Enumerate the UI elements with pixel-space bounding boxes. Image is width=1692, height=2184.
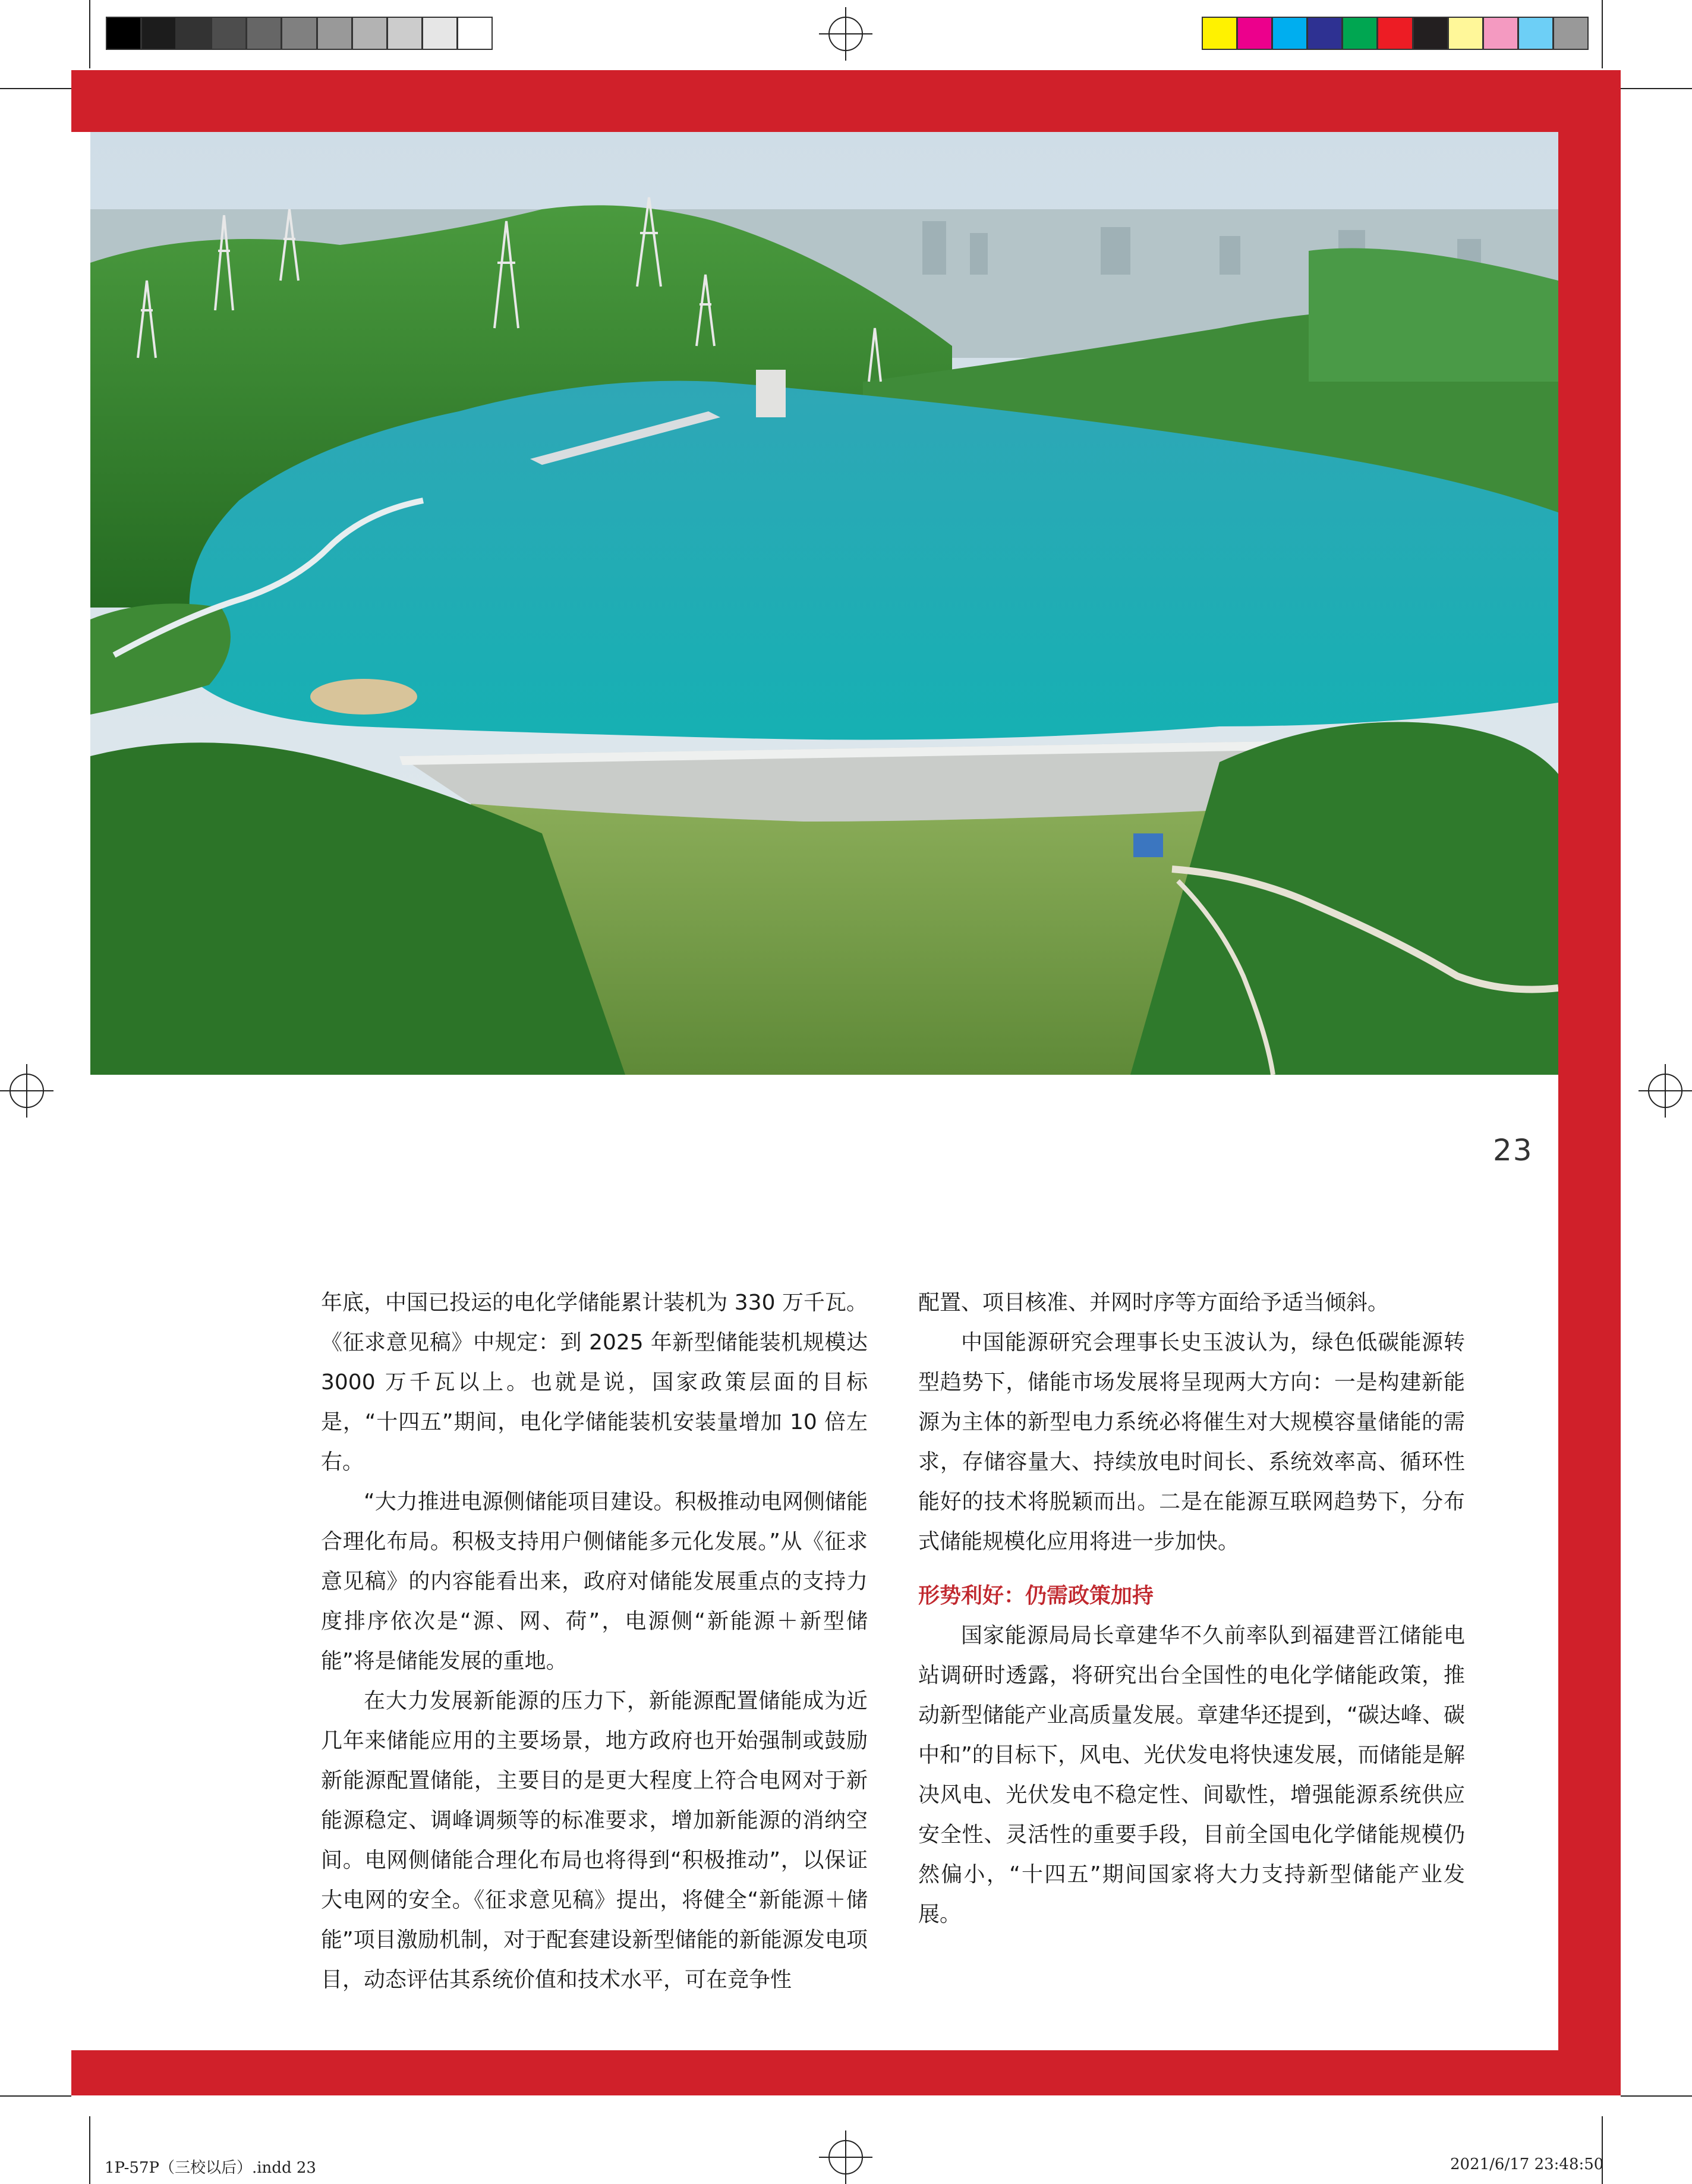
red-frame-right xyxy=(1558,70,1621,2095)
swatch xyxy=(352,17,387,50)
swatch xyxy=(246,17,282,50)
registration-mark-top xyxy=(819,7,872,61)
swatch xyxy=(1202,17,1237,50)
registration-mark-bottom xyxy=(819,2130,872,2184)
swatch xyxy=(1272,17,1307,50)
swatch xyxy=(106,17,141,50)
swatch xyxy=(1237,17,1272,50)
reservoir-photo xyxy=(90,132,1558,1075)
swatch xyxy=(1483,17,1518,50)
swatch xyxy=(1307,17,1343,50)
article-column-left xyxy=(321,1283,868,2000)
article-column-right xyxy=(918,1283,1465,1934)
paragraph: 中国能源研究会理事长史玉波认为，绿色低碳能源转型趋势下，储能市场发展将呈现两大方向：一是构建新能源为主体的新型电力系统必将催生对大规模容量储能的需求，存储容量大、持续放电时间长、系统效率高、循环性能好的技术将脱颖而出。二是在能源互联网趋势下，分布式储能规模化应用将进一步加快。 xyxy=(918,1330,1465,1554)
paragraph: “大力推进电源侧储能项目建设。积极推动电网侧储能合理化布局。积极支持用户侧储能多元化发展。”从《征求意见稿》的内容能看出来，政府对储能发展重点的支持力度排序依次是“源、网、荷”，电源侧“新能源＋新型储能”将是储能发展的重地。 xyxy=(321,1490,868,1673)
swatch xyxy=(1377,17,1413,50)
swatch xyxy=(422,17,458,50)
registration-mark-left xyxy=(0,1064,53,1118)
red-frame-bottom xyxy=(71,2050,1621,2095)
swatch xyxy=(211,17,247,50)
swatch xyxy=(1448,17,1483,50)
slug-timestamp: 2021/6/17 23:48:50 xyxy=(1450,2155,1604,2173)
swatch xyxy=(176,17,212,50)
swatch xyxy=(457,17,493,50)
paragraph: 年底，中国已投运的电化学储能累计装机为 330 万千瓦。《征求意见稿》中规定：到 2025 年新型储能装机规模达 3000 万千瓦以上。也就是说，国家政策层面的目标是，“十四五”期间，电化学储能装机安装量增加 10 倍左右。 xyxy=(321,1291,868,1474)
swatch xyxy=(1413,17,1448,50)
swatch xyxy=(1553,17,1589,50)
slug-filename: 1P-57P（三校以后）.indd 23 xyxy=(105,2159,316,2177)
registration-mark-right xyxy=(1639,1064,1692,1118)
swatch xyxy=(141,17,177,50)
swatch xyxy=(1518,17,1554,50)
red-frame-top xyxy=(71,70,1621,132)
swatch xyxy=(1342,17,1378,50)
section-heading: 形势利好：仍需政策加持 xyxy=(918,1584,1154,1608)
paragraph: 配置、项目核准、并网时序等方面给予适当倾斜。 xyxy=(918,1291,1389,1315)
color-bar xyxy=(1202,17,1588,50)
page-number: 23 xyxy=(1493,1133,1533,1167)
paragraph: 在大力发展新能源的压力下，新能源配置储能成为近几年来储能应用的主要场景，地方政府也开始强制或鼓励新能源配置储能，主要目的是更大程度上符合电网对于新能源稳定、调峰调频等的标准要求，增加新能源的消纳空间。电网侧储能合理化布局也将得到“积极推动”，以保证大电网的安全。《征求意见稿》提出，将健全“新能源＋储能”项目激励机制，对于配套建设新型储能的新能源发电项目，动态评估其系统价值和技术水平，可在竞争性 xyxy=(321,1689,868,1992)
swatch xyxy=(387,17,423,50)
swatch xyxy=(281,17,317,50)
swatch xyxy=(317,17,352,50)
grayscale-bar xyxy=(106,17,492,50)
paragraph: 国家能源局局长章建华不久前率队到福建晋江储能电站调研时透露，将研究出台全国性的电化学储能政策，推动新型储能产业高质量发展。章建华还提到，“碳达峰、碳中和”的目标下，风电、光伏发电将快速发展，而储能是解决风电、光伏发电不稳定性、间歇性，增强能源系统供应安全性、灵活性的重要手段，目前全国电化学储能规模仍然偏小，“十四五”期间国家将大力支持新型储能产业发展。 xyxy=(918,1623,1465,1927)
